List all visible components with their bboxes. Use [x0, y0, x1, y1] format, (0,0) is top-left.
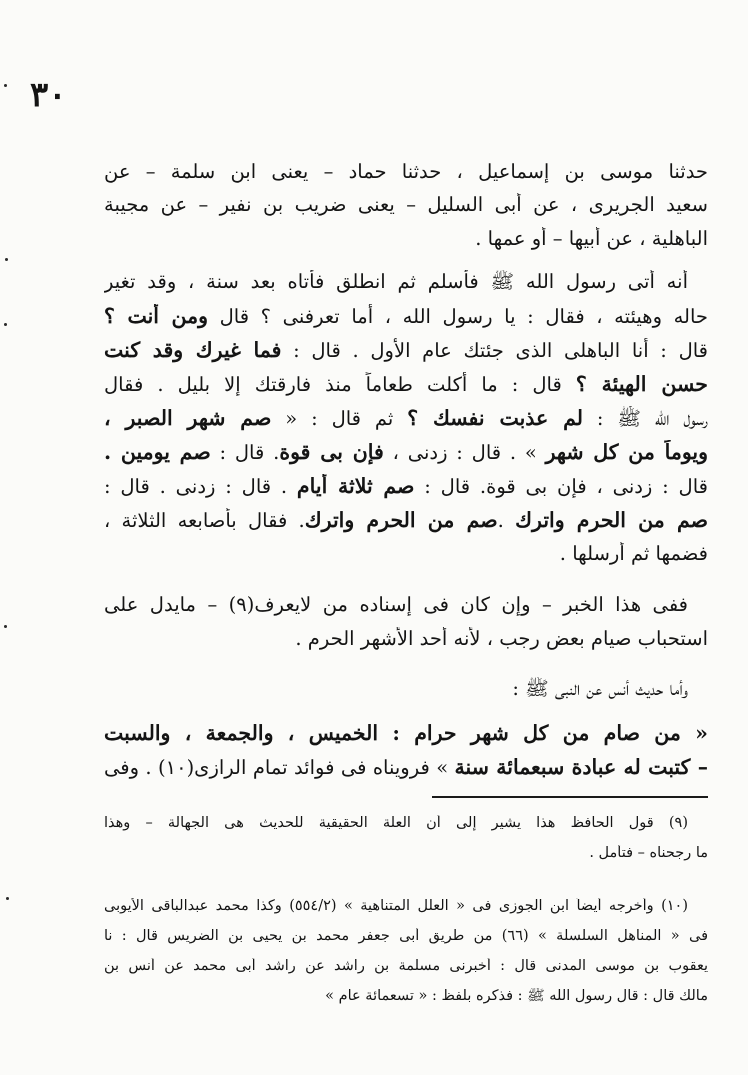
body-line: استحباب صيام بعض رجب ، لأنه أحد الأشهر الحرم .	[295, 627, 708, 650]
footnote-line: ما رجحناه – فتأمل .	[589, 845, 708, 861]
footnote-line: مالك قال : قال رسول الله ﷺ : فذكره بلفظ : « تسعمائة عام »	[325, 988, 708, 1004]
footnote-rule	[432, 796, 708, 798]
bold-run: صم شهر الصبر ،	[104, 406, 272, 430]
scan-speck	[4, 323, 7, 326]
body-line	[104, 372, 708, 397]
body-line	[104, 304, 708, 329]
body-line	[104, 721, 708, 746]
text-run: . قال : زدنى . قال :	[104, 475, 297, 498]
body-line: سعيد الجريرى ، عن أبى السليل – يعنى ضريب بن نفير – عن مجيبة	[104, 193, 708, 216]
body-line: وأما حديث أنس عن النبى ﷺ :	[512, 677, 688, 700]
bold-run: فإن بى قوة	[279, 440, 384, 464]
scan-speck	[4, 84, 7, 87]
page-number: ٣٠	[30, 75, 67, 115]
text-run: .	[497, 509, 516, 532]
scan-speck	[6, 897, 9, 900]
body-line	[104, 406, 708, 431]
footnote-line: (١٠) وأخرجه أيضاً ابن الجوزى فى « العلل المتناهية » (٥٥٤/٢) وكذا محمد عبدالباقى الأيوبى	[104, 898, 688, 914]
body-line: الباهلية ، عن أبيها – أو عمها .	[475, 227, 708, 250]
text-run: قال : زدنى ، فإن بى قوة. قال :	[414, 475, 708, 498]
body-line	[104, 755, 708, 780]
text-run: قال : أنا الباهلى الذى جئتك عام الأول . قال :	[281, 339, 708, 362]
bold-run: لم عذبت نفسك ؟	[407, 406, 584, 430]
body-line	[104, 440, 708, 465]
text-run: فضمها ثم أرسلها .	[559, 542, 708, 565]
bold-run: صم من الحرم واترك	[304, 508, 498, 532]
body-line	[104, 508, 708, 533]
bold-run: « من صام من كل شهر حرام : الخميس ، والجمعة ، والسبت	[104, 721, 708, 745]
body-line	[104, 338, 708, 363]
bold-run: ومن أنت ؟	[104, 304, 209, 328]
bold-run: صم ثلاثة أيام	[296, 474, 415, 498]
text-run: حاله وهيئته ، فقال : يا رسول الله ، أما تعرفنى ؟ قال	[208, 305, 708, 328]
text-run: » . قال : زدنى ،	[383, 441, 546, 464]
body-line: ففى هذا الخبر – وإن كان فى إسناده من لايعرف(٩) – مايدل على	[104, 593, 688, 616]
body-line: حدثنا موسى بن إسماعيل ، حدثنا حماد – يعنى ابن سلمة – عن	[104, 160, 708, 183]
text-run: رسول الله ﷺ :	[583, 407, 708, 430]
text-run: . فقال بأصابعه الثلاثة ،	[104, 509, 305, 532]
bold-run: حسن الهيئة ؟	[575, 372, 708, 396]
text-run: ثم قال : «	[271, 407, 408, 430]
scan-speck	[5, 258, 8, 261]
scan-speck	[4, 625, 7, 628]
bold-run: فما غيرك وقد كنت	[104, 338, 282, 362]
bold-run: – كتبت له عبادة سبعمائة سنة	[454, 755, 708, 779]
bold-run: ويوماً من كل شهر	[545, 440, 708, 464]
body-line	[104, 270, 688, 293]
body-line	[104, 474, 708, 499]
bold-run: صم من الحرم واترك	[515, 508, 708, 532]
text-run: » فرويناه فى فوائد تمام الرازى(١٠) . وفى	[104, 756, 455, 779]
bold-run: صم يومين .	[104, 440, 211, 464]
footnote-line: يعقوب بن موسى المدنى قال : أخبرنى مسلمة بن راشد عن راشد أبى محمد عن أنس بن	[104, 958, 708, 974]
body-line	[104, 542, 708, 565]
text-run: قال : ما أكلت طعاماً منذ فارقتك إلا بليل . فقال	[104, 373, 576, 396]
text-run: أنه أتى رسول الله ﷺ فأسلم ثم انطلق فأتاه بعد سنة ، وقد تغير	[104, 270, 688, 293]
text-run: . قال :	[210, 441, 280, 464]
footnote-line: فى « المناهل السلسلة » (٦٦) من طريق أبى جعفر محمد بن يحيى بن الضريس قال : نا	[104, 928, 708, 944]
footnote-line: (٩) قول الحافظ هذا يشير إلى أن العلة الحقيقية للحديث هى الجهالة – وهذا	[104, 815, 688, 831]
